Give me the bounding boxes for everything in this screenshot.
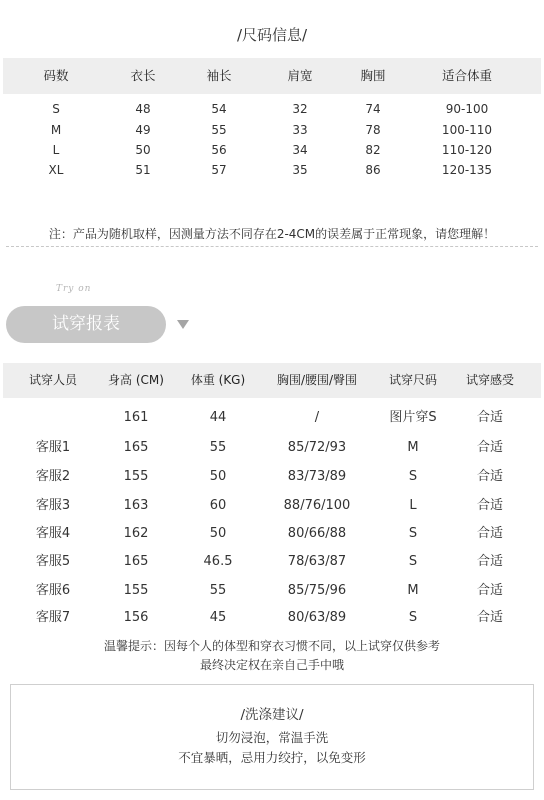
- tryon-table-cell: 161: [123, 410, 149, 425]
- tryon-table-cell: 合适: [476, 410, 504, 425]
- tryon-table-cell: 客服7: [35, 610, 71, 625]
- tryon-table-cell: 155: [123, 583, 149, 598]
- script-decoration: Try on: [56, 284, 92, 294]
- size-table-cell: 120-135: [441, 163, 493, 177]
- tryon-table-cell: 46.5: [203, 554, 233, 569]
- tryon-table-cell: M: [407, 440, 419, 455]
- tryon-header-cell: 体重 (KG): [190, 373, 246, 387]
- size-table-cell: L: [52, 143, 60, 157]
- tryon-header-cell: 试穿人员: [28, 373, 78, 387]
- size-table-cell: 51: [135, 163, 151, 177]
- tryon-table-cell: 80/63/89: [287, 610, 347, 625]
- size-table-cell: 90-100: [445, 102, 489, 116]
- size-table-row: [3, 120, 541, 140]
- tryon-table-row: [3, 579, 541, 603]
- tryon-table-cell: 88/76/100: [283, 498, 351, 513]
- tryon-table-row: [3, 465, 541, 489]
- size-table-cell: 32: [292, 102, 308, 116]
- tryon-table-row: [3, 436, 541, 460]
- wash-advice-title: /洗涤建议/: [240, 707, 304, 723]
- tryon-table-row: [3, 494, 541, 518]
- size-table-row: [3, 160, 541, 180]
- tryon-table-cell: 60: [209, 498, 227, 513]
- size-table-cell: 50: [135, 143, 151, 157]
- tryon-table-cell: 50: [209, 526, 227, 541]
- tryon-header-cell: 胸围/腰围/臀围: [276, 373, 358, 387]
- tryon-table-cell: 50: [209, 469, 227, 484]
- tryon-table-header: [3, 363, 541, 398]
- size-header-cell: 肩宽: [287, 68, 313, 83]
- tip-line-2: 最终决定权在亲自己手中哦: [199, 658, 344, 672]
- tryon-table-cell: 客服2: [35, 469, 71, 484]
- tryon-table-cell: 163: [123, 498, 149, 513]
- size-table-cell: 35: [292, 163, 308, 177]
- tryon-table-cell: S: [408, 526, 418, 541]
- tryon-table-row: [3, 550, 541, 574]
- size-info-title: /尺码信息/: [236, 26, 308, 44]
- size-table-header: [3, 58, 541, 94]
- tryon-table-cell: 85/75/96: [287, 583, 347, 598]
- tryon-table-cell: 客服1: [35, 440, 71, 455]
- tryon-table-cell: 156: [123, 610, 149, 625]
- tryon-table-cell: 客服5: [35, 554, 71, 569]
- size-header-cell: 适合体重: [441, 68, 493, 83]
- tryon-table-row: [3, 522, 541, 546]
- tryon-table-cell: 55: [209, 440, 227, 455]
- tryon-table-cell: 客服4: [35, 526, 71, 541]
- tryon-table-cell: 合适: [476, 498, 504, 513]
- size-table-cell: 49: [135, 123, 151, 137]
- size-header-cell: 胸围: [360, 68, 386, 83]
- tryon-table-cell: 55: [209, 583, 227, 598]
- tryon-table-cell: S: [408, 469, 418, 484]
- tryon-table-cell: 合适: [476, 440, 504, 455]
- size-header-cell: 衣长: [130, 68, 156, 83]
- size-table-cell: 56: [211, 143, 227, 157]
- tryon-table-cell: 客服6: [35, 583, 71, 598]
- tryon-table-cell: 85/72/93: [287, 440, 347, 455]
- tryon-table-cell: 45: [209, 610, 227, 625]
- tip-line-1: 温馨提示：因每个人的体型和穿衣习惯不同，以上试穿仅供参考: [103, 639, 440, 653]
- tryon-table-cell: 合适: [476, 583, 504, 598]
- tryon-report-title: 试穿报表: [6, 306, 166, 343]
- tryon-header-cell: 试穿尺码: [388, 373, 438, 387]
- tryon-table-cell: 44: [209, 410, 227, 425]
- tryon-header-cell: 试穿感受: [465, 373, 515, 387]
- tryon-table-cell: 合适: [476, 526, 504, 541]
- size-table-row: [3, 99, 541, 119]
- tryon-table-row: [3, 406, 541, 430]
- tryon-table-cell: 155: [123, 469, 149, 484]
- size-table-cell: S: [52, 102, 60, 116]
- size-table-cell: 86: [365, 163, 381, 177]
- size-table-cell: 48: [135, 102, 151, 116]
- size-table-cell: 82: [365, 143, 381, 157]
- triangle-down-icon: [177, 320, 189, 329]
- size-table-cell: 54: [211, 102, 227, 116]
- tryon-table-cell: 78/63/87: [287, 554, 347, 569]
- size-table-cell: 55: [211, 123, 227, 137]
- tryon-table-cell: 合适: [476, 554, 504, 569]
- tryon-table-cell: S: [408, 610, 418, 625]
- size-table-cell: M: [50, 123, 62, 137]
- tryon-table-cell: 图片穿S: [389, 410, 437, 425]
- size-table-cell: XL: [48, 163, 64, 177]
- tryon-table-cell: 合适: [476, 610, 504, 625]
- tryon-table-cell: 83/73/89: [287, 469, 347, 484]
- tryon-table-cell: 165: [123, 554, 149, 569]
- tryon-table-cell: 162: [123, 526, 149, 541]
- size-table-cell: 74: [365, 102, 381, 116]
- measurement-note: 注：产品为随机取样，因测量方法不同存在2-4CM的误差属于正常现象，请您理解！: [48, 227, 496, 241]
- size-table-row: [3, 140, 541, 160]
- tryon-table-cell: /: [314, 410, 320, 425]
- size-table-cell: 100-110: [441, 123, 493, 137]
- size-table-cell: 34: [292, 143, 308, 157]
- tryon-table-cell: S: [408, 554, 418, 569]
- tryon-table-cell: 合适: [476, 469, 504, 484]
- tryon-table-cell: 165: [123, 440, 149, 455]
- wash-line-1: 切勿浸泡，常温手洗: [215, 730, 329, 745]
- tryon-table-cell: 80/66/88: [287, 526, 347, 541]
- tryon-table-cell: 客服3: [35, 498, 71, 513]
- size-table-cell: 110-120: [441, 143, 493, 157]
- tryon-table-cell: L: [409, 498, 417, 513]
- tryon-table-row: [3, 606, 541, 630]
- dashed-divider: [6, 246, 538, 247]
- size-header-cell: 袖长: [206, 68, 232, 83]
- size-table-cell: 33: [292, 123, 308, 137]
- size-table-cell: 57: [211, 163, 227, 177]
- tryon-table-cell: M: [407, 583, 419, 598]
- size-header-cell: 码数: [43, 68, 69, 83]
- wash-advice-box: [10, 684, 534, 790]
- wash-line-2: 不宜暴晒，忌用力绞拧，以免变形: [178, 750, 366, 765]
- tryon-header-cell: 身高 (CM): [108, 373, 164, 387]
- size-table-cell: 78: [365, 123, 381, 137]
